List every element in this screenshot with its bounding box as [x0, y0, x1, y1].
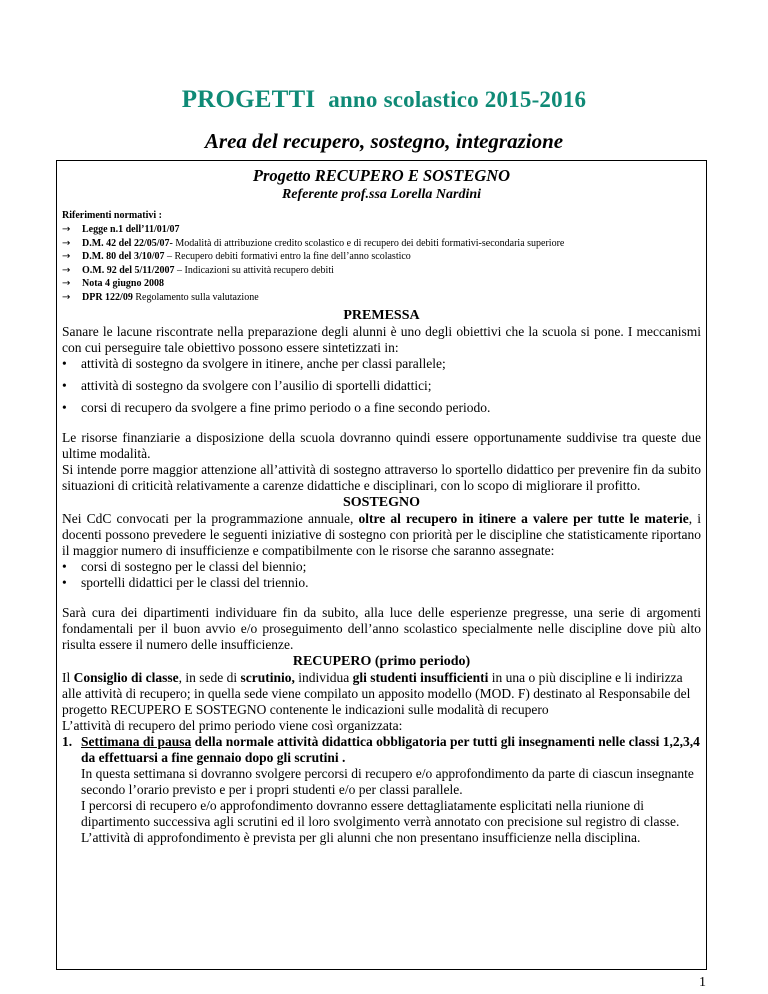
area-title: Area del recupero, sostegno, integrazione [204, 129, 564, 153]
page-title [0, 86, 768, 114]
bullet-icon: • [62, 559, 67, 574]
norm-item: → D.M. 42 del 22/05/07- Modalità di attribuzione credito scolastico e di recupero dei debiti formativi-secondaria superiore [62, 237, 565, 249]
page-title-year: anno scolastico 2015-2016 [328, 87, 587, 112]
norm-item: → Legge n.1 dell’11/01/07 [62, 224, 180, 235]
recupero-item-para: In questa settimana si dovranno svolgere percorsi di recupero e/o approfondimento da parte di ciascun insegnante secondo l’orario previsto e per i propri studenti e/o per classi parallele. [81, 766, 694, 797]
premessa-para2: Le risorse finanziarie a disposizione della scuola dovranno quindi essere opportunamente suddivise tra queste due ultime modalità. [62, 430, 701, 461]
recupero-item-para: L’attività di approfondimento è prevista per gli alunni che non presentano insufficienze nella disciplina. [81, 830, 641, 845]
norms-heading: Riferimenti normativi : [62, 210, 162, 221]
arrow-right-icon: → [62, 264, 71, 276]
recupero-organization: L’attività di recupero del primo periodo viene così organizzata: [62, 718, 403, 733]
list-item: 1. Settimana di pausa della normale attività didattica obbligatoria per tutti gli insegnamenti nelle classi 1,2,3,4 da effettuarsi a fine gennaio dopo gli scrutini . [62, 734, 700, 765]
page-title-main: PROGETTI [181, 86, 316, 113]
norm-item: → D.M. 80 del 3/10/07 – Recupero debiti formativi entro la fine dell’anno scolastico [62, 251, 411, 262]
sostegno-para2: Sarà cura dei dipartimenti individuare fin da subito, alla luce delle esperienze pregresse, una serie di argomenti fondamentali per il buon avvio e/o proseguimento dell’anno scolastico specialmente nelle discipline dove più alto risulta essere il numero delle insufficienze. [62, 605, 701, 652]
project-title: Progetto RECUPERO E SOSTEGNO [252, 166, 511, 185]
bullet-icon: • [62, 400, 67, 415]
arrow-right-icon: → [62, 237, 71, 249]
list-item: • attività di sostegno da svolgere in itinere, anche per classi parallele; [62, 356, 446, 371]
bullet-icon: • [62, 378, 67, 393]
list-item: • sportelli didattici per le classi del triennio. [62, 575, 309, 590]
arrow-right-icon: → [62, 224, 71, 235]
norm-item: → Nota 4 giugno 2008 [62, 278, 164, 289]
project-referent: Referente prof.ssa Lorella Nardini [281, 187, 482, 202]
sostegno-para1: Nei CdC convocati per la programmazione annuale, oltre al recupero in itinere a valere per tutte le materie, i docenti possono prevedere le seguenti iniziative di sostegno con priorità per le discipline che statisticamente riportano il maggior numero di insufficienze e compatibilmente con le risorse che saranno assegnate: [62, 511, 701, 558]
arrow-right-icon: → [62, 291, 71, 303]
norm-item: → DPR 122/09 Regolamento sulla valutazione [62, 291, 259, 303]
bullet-icon: • [62, 575, 67, 590]
list-item: • corsi di recupero da svolgere a fine primo periodo o a fine secondo periodo. [62, 400, 491, 415]
recupero-heading: RECUPERO (primo periodo) [292, 654, 471, 669]
premessa-intro: Sanare le lacune riscontrate nella preparazione degli alunni è uno degli obiettivi che la scuola si pone. I meccanismi con cui perseguire tale obiettivo possono essere sintetizzati in: [62, 324, 701, 355]
sostegno-heading: SOSTEGNO [342, 495, 421, 510]
norm-item: → O.M. 92 del 5/11/2007 – Indicazioni su attività recupero debiti [62, 264, 334, 276]
arrow-right-icon: → [62, 278, 71, 289]
arrow-right-icon: → [62, 251, 71, 262]
list-item: • corsi di sostegno per le classi del biennio; [62, 559, 307, 574]
recupero-item-para: I percorsi di recupero e/o approfondimento dovranno essere dettagliatamente esplicitati nella riunione di dipartimento successiva agli scrutini ed il loro svolgimento verrà annotato con precisione sul registro di classe. [81, 798, 680, 829]
list-item: • attività di sostegno da svolgere con l’ausilio di sportelli didattici; [62, 378, 432, 393]
bullet-icon: • [62, 356, 67, 371]
recupero-para1: Il Consiglio di classe, in sede di scrutinio, individua gli studenti insufficienti in una o più discipline e li indirizza alle attività di recupero; in quella sede viene compilato un apposito modello (MOD. F) destinato al Responsabile del progetto RECUPERO E SOSTEGNO contenente le indicazioni sulle modalità di recupero [62, 670, 691, 717]
premessa-heading: PREMESSA [343, 308, 420, 323]
premessa-para3: Si intende porre maggior attenzione all’attività di sostegno attraverso lo sportello didattico per prevenire fin da subito situazioni di criticità relativamente a carenze didattiche e disciplinari, con lo scopo di migliorare il profitto. [62, 462, 701, 493]
norms-list [62, 223, 701, 304]
recupero-list [62, 734, 701, 846]
page-number: 1 [699, 975, 706, 990]
project-box [56, 160, 707, 970]
